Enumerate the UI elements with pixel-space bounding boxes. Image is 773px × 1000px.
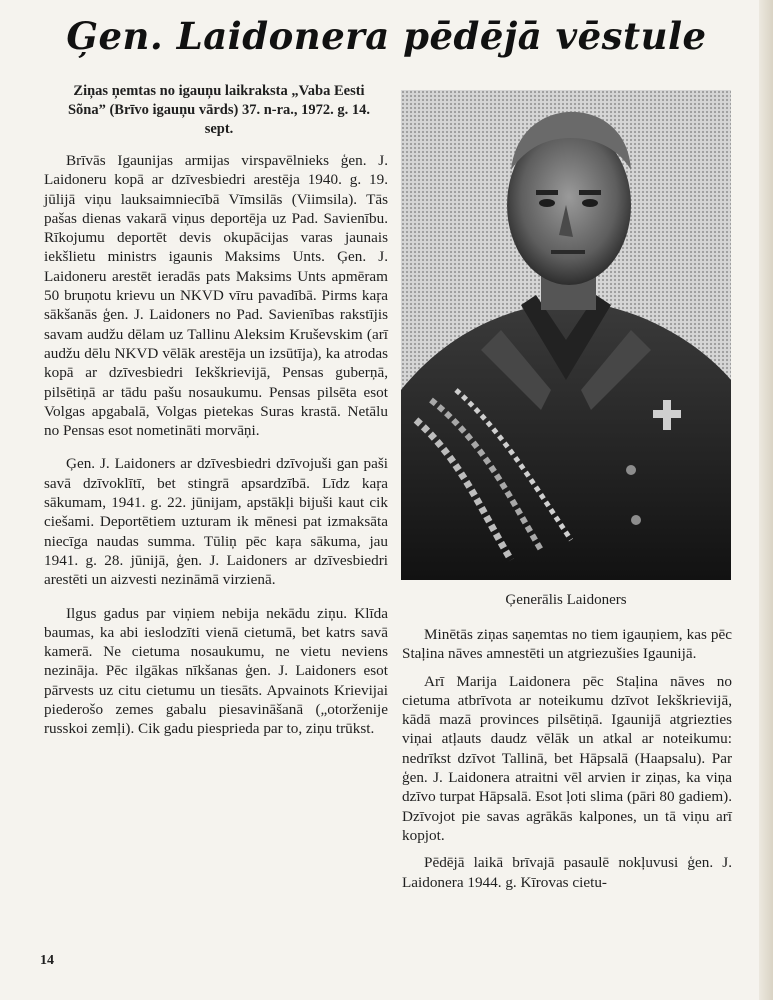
paragraph-living: Ģen. J. Laidoners ar dzīvesbiedri dzīvojuši gan paši savā dzīvoklītī, bet stingrā apsardzībā. Līdz kaŗa sākumam, 1941. g. 22. jūnijam, apstākļi bijuši kaut cik ciešami. Deportētiem uzturam ik mēnesi pat izmaksāta niecīga naudas summa. Tūliņ pēc kaŗa sākuma, jau 1941. g. 28. jūnijā, ģen. J. Laidoners ar dzīvesbiedri arestēti un aizvesti nezināmā virzienā. (44, 455, 388, 589)
general-portrait-image (401, 90, 731, 580)
page-edge (759, 0, 773, 1000)
left-column (44, 82, 388, 753)
article-title: Ģen. Laidonera pēdējā vēstule (66, 14, 707, 58)
portrait-photo (401, 90, 731, 580)
paragraph-prison: Ilgus gadus par viņiem nebija nekādu ziņu. Klīda baumas, ka abi ieslodzīti vienā cietumā, bet katrs savā kamerā. Ne cietuma nosaukumu, ne vietu neviens nezināja. Pēc ilgākas nīkšanas ģen. J. Laidoners esot pārvests uz citu cietumu un tiesāts. Apvainots Krievijai piederošo zemes gabalu piesavināšanā („otorženije russkoi zemļi). Cik gadu piesprieda par to, ziņu trūkst. (44, 604, 388, 738)
right-column (402, 625, 732, 900)
paragraph-widow: Arī Marija Laidonera pēc Staļina nāves no cietuma atbrīvota ar noteikumu dzīvot Iekškrievijā, kādā mazā provinces pilsētiņā. Igaunijā atgriezties viņai atļauts daudz vēlāk un atkal ar noteikumu: nedrīkst dzīvot Tallinā, bet Hāpsalā (Haapsalu). Par ģen. J. Laidonera atraitni vēl arvien ir ziņas, ka viņa dzīvo turpat Hāpsalā. Esot ļoti slima (pāri 80 gadiem). Dzīvojot pie savas agrākās kalpones, un tā viņu arī kopjot. (402, 672, 732, 844)
paragraph-last-letter: Pēdējā laikā brīvajā pasaulē nokļuvusi ģen. J. Laidonera 1944. g. Kīrovas cietu- (402, 854, 732, 891)
source-note: Ziņas ņemtas no igauņu laikraksta „Vaba Eesti Sõna” (Brīvo igauņu vārds) 37. n-ra., 1972. g. 14. sept. (67, 83, 371, 137)
page-number: 14 (40, 953, 54, 968)
photo-caption: Ģenerālis Laidoners (505, 592, 627, 608)
paragraph-arrest: Brīvās Igaunijas armijas virspavēlnieks ģen. J. Laidoneru kopā ar dzīvesbiedri arestēja 1940. g. 19. jūlijā viņu lauksaimniecībā Vīmsilās (Viimsila). Tās pašas dienas vakarā viņus deportēja uz Pad. Savienību. Rīkojumu deportēt devis okupācijas varas jaunais iekšlietu ministrs igaunis Maksims Unts. Ģen. J. Laidoneru arestēt ieradās pats Maksims Unts apmēram 50 bruņotu krievu un NKVD vīru pavadībā. Pirms kaŗa sākšanās ģen. J. Laidoners no Pad. Savienības rakstījis savam audžu dēlam uz Tallinu Aleksim Kruševskim (arī audžu dēlu NKVD vēlāk arestēja un izsūtīja), ka atrodas kopā ar dzīvesbiedri Iekškrievijā, Pensas guberņā, pilsētiņā ar tādu pašu nosaukumu. Pensas pilsēta esot Volgas apgabalā, Volgas pietekas Suras krastā. Netālu no Pensas esot nometināti morvāņi. (44, 152, 388, 440)
paragraph-sources: Minētās ziņas saņemtas no tiem igauņiem, kas pēc Staļina nāves amnestēti un atgriezušies Igaunijā. (402, 626, 732, 663)
